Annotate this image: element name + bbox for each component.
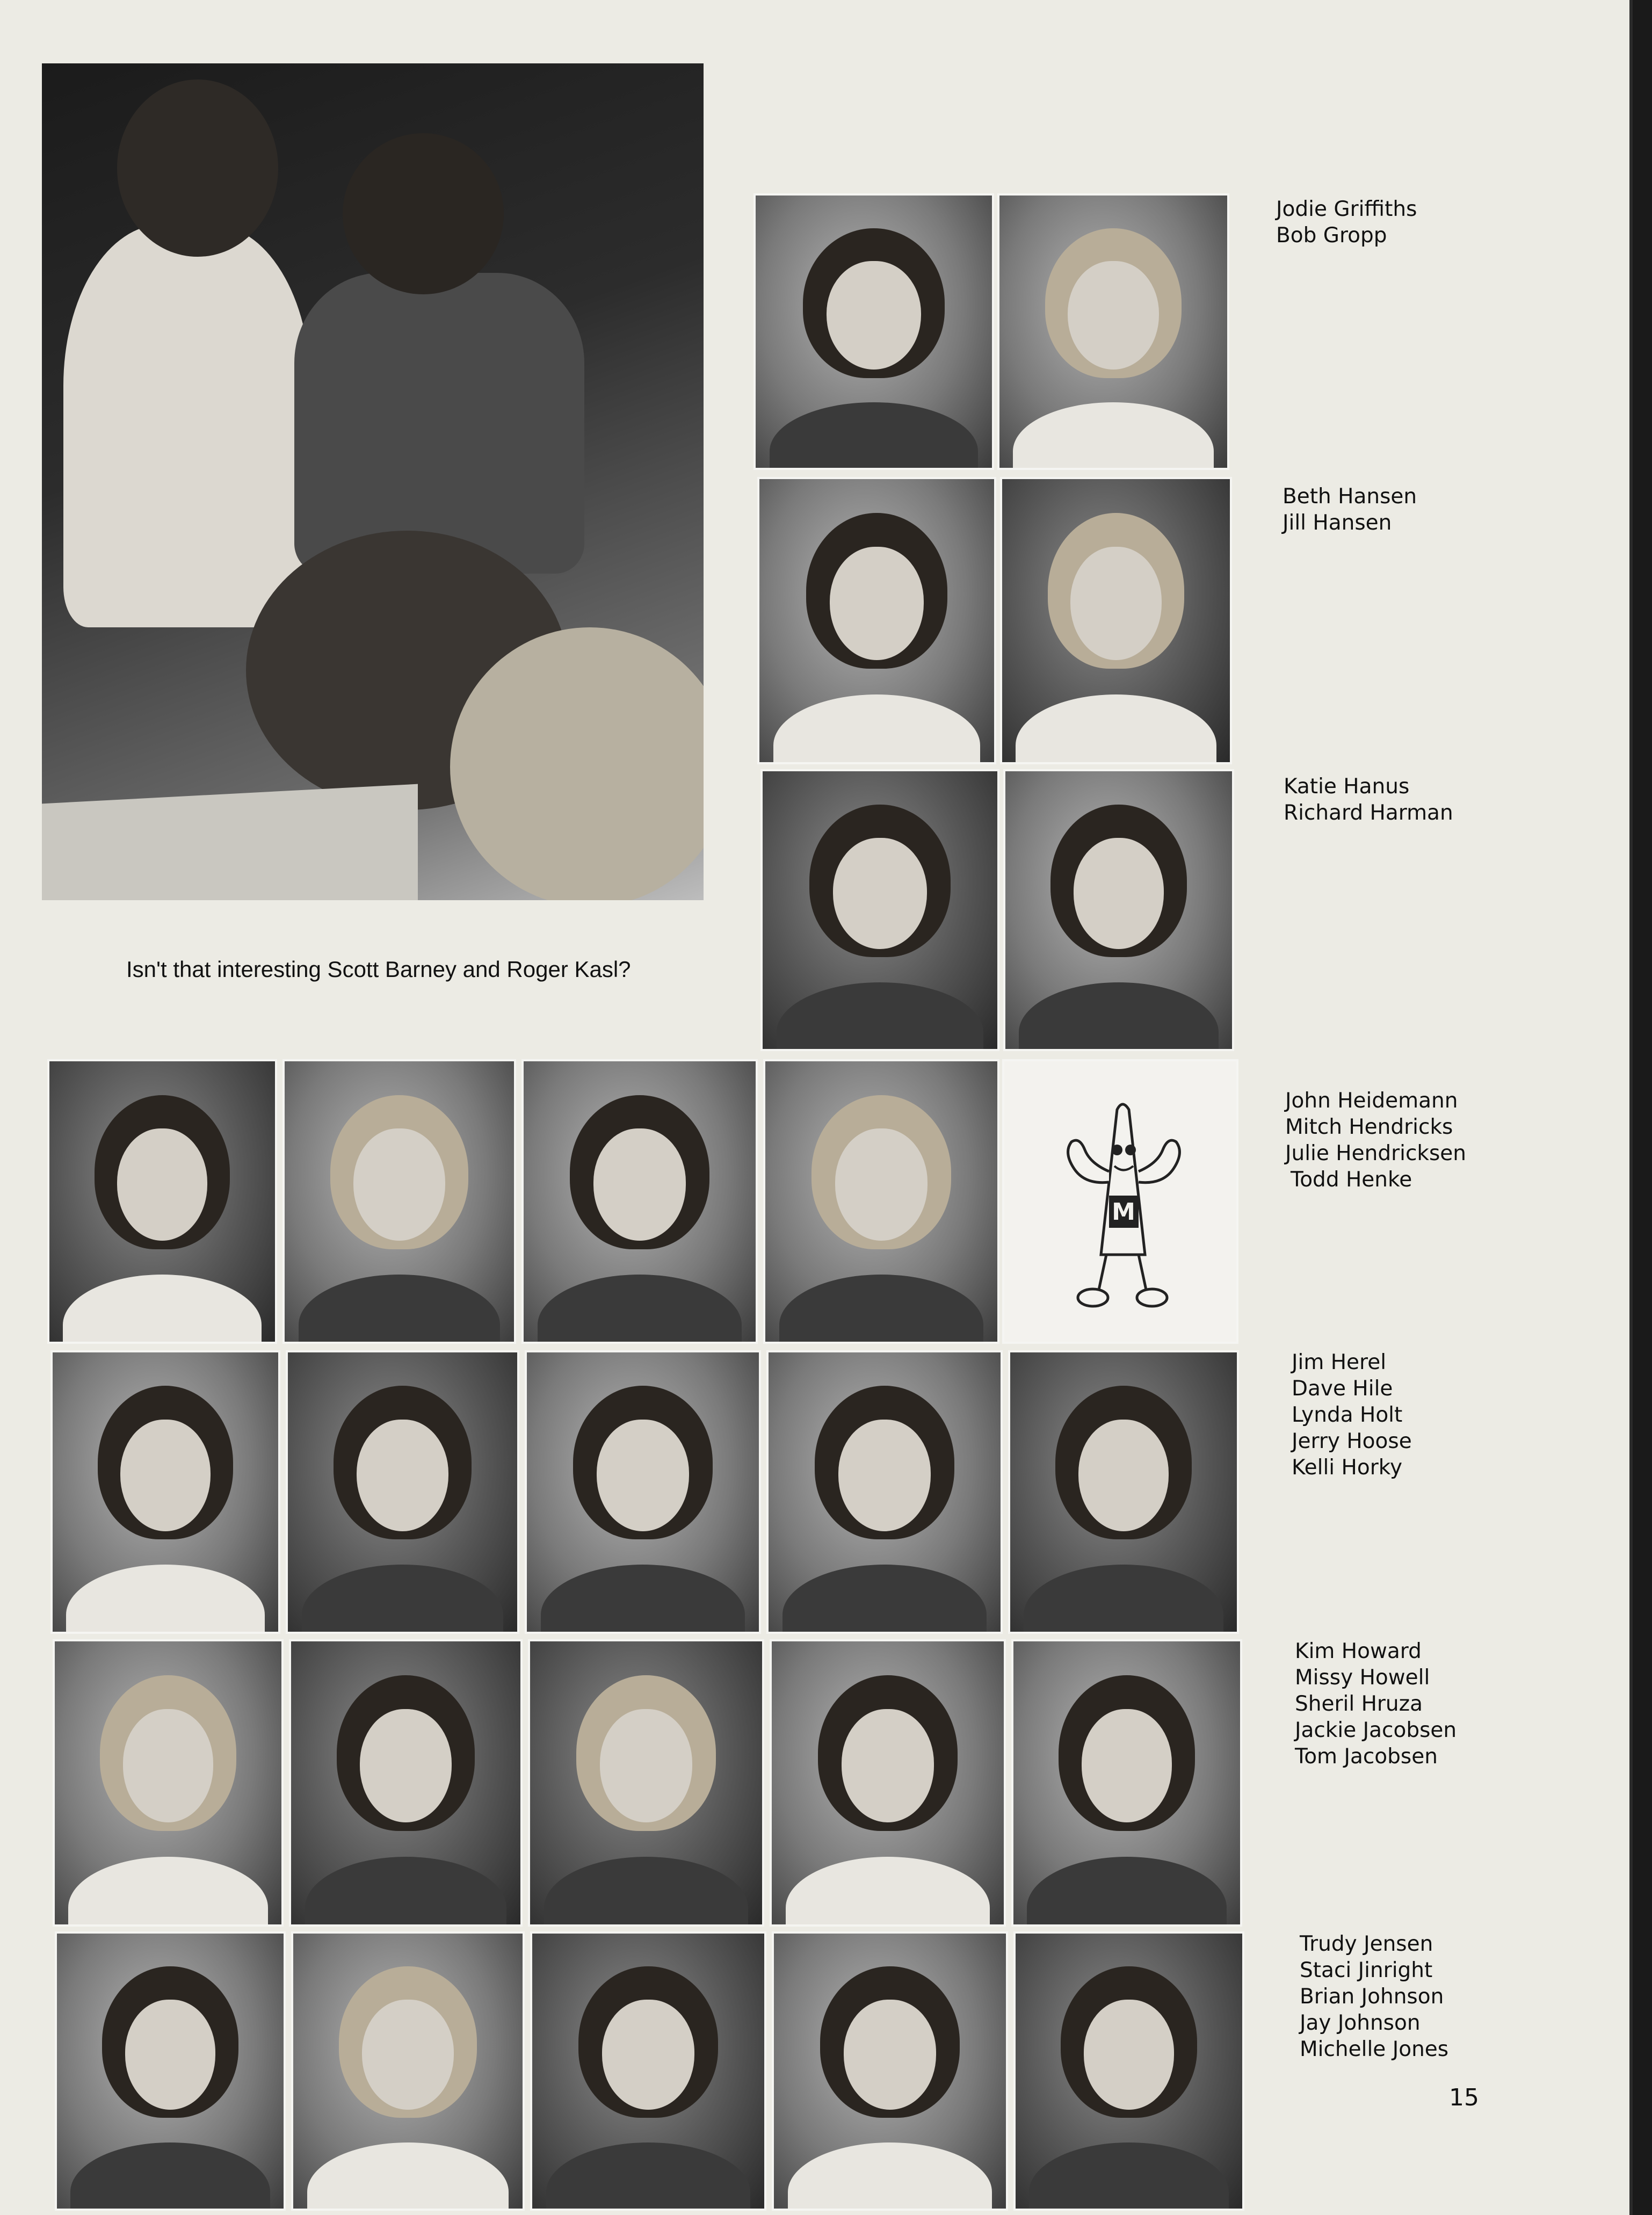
student-name: Staci Jinright [1300, 1958, 1433, 1982]
portrait [289, 1639, 523, 1927]
portrait [282, 1059, 516, 1344]
student-name: Richard Harman [1284, 801, 1453, 825]
portrait [1013, 1931, 1244, 2211]
candid-photo [42, 63, 704, 900]
name-list [1295, 1638, 1457, 1770]
student-name: Jodie Griffiths [1276, 197, 1417, 221]
portrait [1011, 1639, 1242, 1927]
portrait [521, 1059, 758, 1344]
portrait [770, 1639, 1006, 1927]
mascot-tile [1002, 1059, 1238, 1344]
portrait [286, 1350, 519, 1634]
student-name: John Heidemann [1285, 1089, 1458, 1113]
name-list [1285, 1088, 1466, 1193]
portrait [757, 477, 996, 764]
student-name: Sheril Hruza [1295, 1692, 1423, 1716]
portrait [1008, 1350, 1239, 1634]
mascot-letter: M [1112, 1198, 1135, 1226]
student-name: Kelli Horky [1292, 1456, 1403, 1480]
name-list [1300, 1931, 1448, 2062]
portrait [528, 1639, 764, 1927]
portrait [997, 193, 1229, 470]
student-name: Todd Henke [1291, 1168, 1412, 1192]
student-name: Jerry Hoose [1292, 1429, 1412, 1453]
portrait [766, 1350, 1003, 1634]
student-name: Bob Gropp [1276, 223, 1387, 248]
portrait [525, 1350, 761, 1634]
student-name: Beth Hansen [1283, 484, 1417, 509]
student-name: Mitch Hendricks [1285, 1115, 1453, 1139]
portrait [760, 769, 999, 1051]
portrait [1003, 769, 1234, 1051]
name-list [1284, 773, 1453, 826]
portrait [772, 1931, 1008, 2211]
portrait [53, 1639, 284, 1927]
portrait [763, 1059, 999, 1344]
name-list [1292, 1349, 1412, 1481]
student-name: Lynda Holt [1292, 1403, 1403, 1427]
portrait [753, 193, 994, 470]
student-name: Katie Hanus [1284, 774, 1410, 799]
student-name: Missy Howell [1295, 1666, 1430, 1690]
name-list [1283, 483, 1417, 536]
student-name: Julie Hendricksen [1285, 1141, 1467, 1166]
student-name: Tom Jacobsen [1295, 1745, 1438, 1769]
portrait [55, 1931, 286, 2211]
student-name: Jill Hansen [1283, 511, 1392, 535]
student-name: Trudy Jensen [1300, 1932, 1433, 1956]
student-name: Jay Johnson [1300, 2011, 1421, 2035]
student-name: Brian Johnson [1300, 1985, 1444, 2009]
portrait [291, 1931, 525, 2211]
portrait [50, 1350, 280, 1634]
student-name: Jackie Jacobsen [1295, 1718, 1457, 1742]
page-number: 15 [1449, 2084, 1479, 2111]
portrait [1000, 477, 1232, 764]
student-name: Dave Hile [1292, 1377, 1393, 1401]
portrait [47, 1059, 277, 1344]
mascot-icon [1004, 1061, 1241, 1346]
student-name: Kim Howard [1295, 1639, 1422, 1663]
student-name: Michelle Jones [1300, 2037, 1449, 2061]
photo-caption: Isn't that interesting Scott Barney and Roger Kasl? [126, 957, 631, 982]
student-name: Jim Herel [1292, 1350, 1387, 1374]
name-list [1276, 196, 1417, 249]
portrait [530, 1931, 766, 2211]
